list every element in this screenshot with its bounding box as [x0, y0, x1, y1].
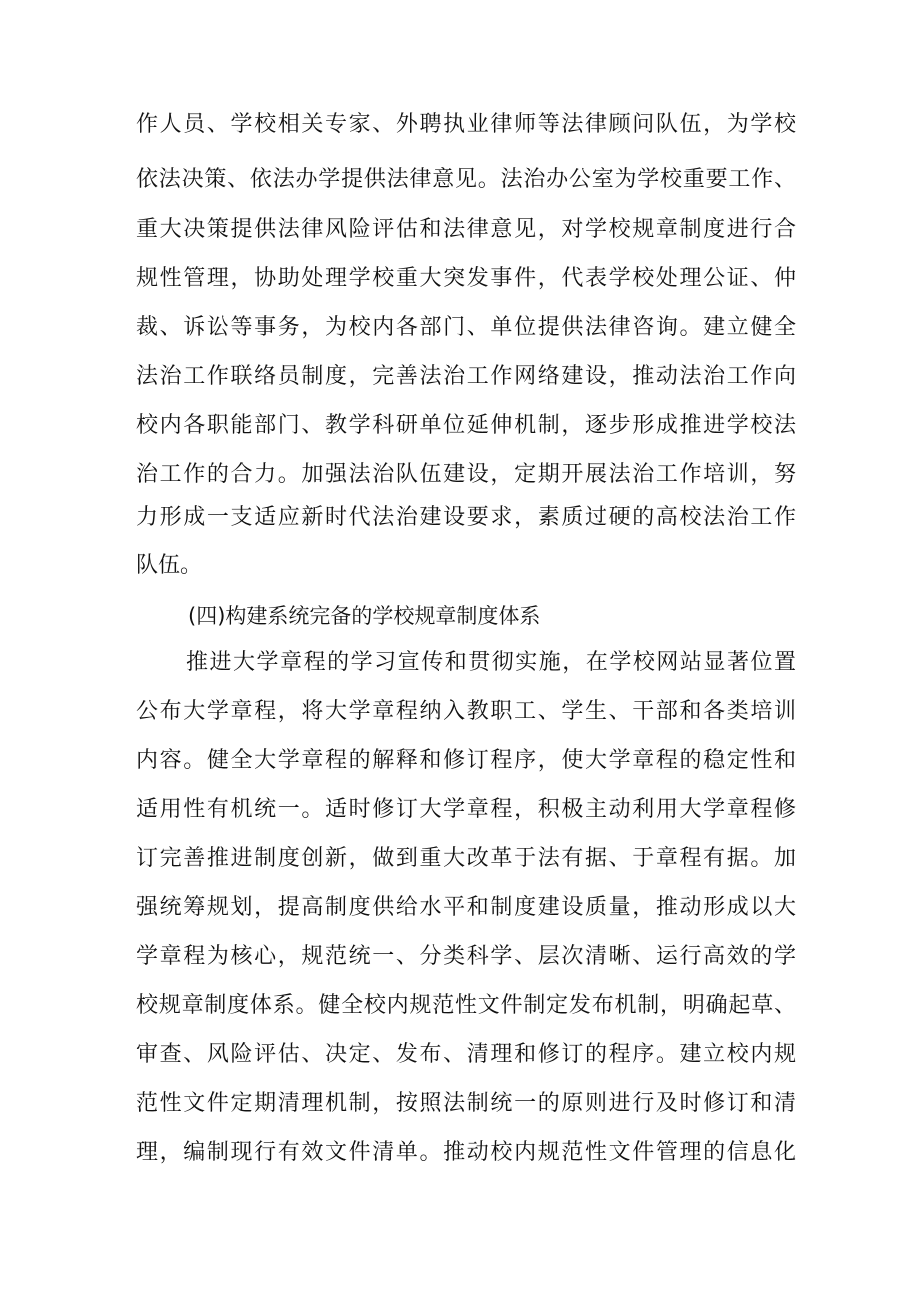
paragraph-2-line: 校规章制度体系。健全校内规范性文件制定发布机制，明确起草、	[136, 993, 796, 1018]
paragraph-1-line: 重大决策提供法律风险评估和法律意见，对学校规章制度进行合	[136, 217, 796, 242]
paragraph-2-line: 推进大学章程的学习宣传和贯彻实施，在学校网站显著位置	[186, 650, 796, 675]
paragraph-2-line: 审查、风险评估、决定、发布、清理和修订的程序。建立校内规	[136, 1042, 796, 1067]
paragraph-1-line: 法治工作联络员制度，完善法治工作网络建设，推动法治工作向	[136, 364, 796, 389]
paragraph-2-line: 适用性有机统一。适时修订大学章程，积极主动利用大学章程修	[136, 797, 796, 822]
paragraph-1-line: 校内各职能部门、教学科研单位延伸机制，逐步形成推进学校法	[136, 413, 796, 438]
paragraph-2-line: 理，编制现行有效文件清单。推动校内规范性文件管理的信息化	[136, 1140, 796, 1165]
paragraph-1-line: 力形成一支适应新时代法治建设要求，素质过硬的高校法治工作	[136, 505, 796, 530]
paragraph-1-line: 队伍。	[136, 553, 203, 578]
paragraph-1-line: 规性管理，协助处理学校重大突发事件，代表学校处理公证、仲	[136, 266, 796, 291]
paragraph-2-line: 内容。健全大学章程的解释和修订程序，使大学章程的稳定性和	[136, 748, 796, 773]
paragraph-2-line: 范性文件定期清理机制，按照法制统一的原则进行及时修订和清	[136, 1091, 796, 1116]
paragraph-2-line: 学章程为核心，规范统一、分类科学、层次清晰、运行高效的学	[136, 944, 796, 969]
paragraph-2-line: 订完善推进制度创新，做到重大改革于法有据、于章程有据。加	[136, 846, 796, 871]
paragraph-1-line: 治工作的合力。加强法治队伍建设，定期开展法治工作培训，努	[136, 462, 796, 487]
paragraph-1-line: 作人员、学校相关专家、外聘执业律师等法律顾问队伍，为学校	[136, 112, 796, 137]
paragraph-1-line: 依法决策、依法办学提供法律意见。法治办公室为学校重要工作、	[136, 167, 796, 192]
section-heading: (四)构建系统完备的学校规章制度体系	[188, 604, 541, 628]
paragraph-2-line: 强统筹规划，提高制度供给水平和制度建设质量，推动形成以大	[136, 895, 796, 920]
paragraph-2-line: 公布大学章程，将大学章程纳入教职工、学生、干部和各类培训	[136, 699, 796, 724]
paragraph-1-line: 裁、诉讼等事务，为校内各部门、单位提供法律咨询。建立健全	[136, 315, 796, 340]
